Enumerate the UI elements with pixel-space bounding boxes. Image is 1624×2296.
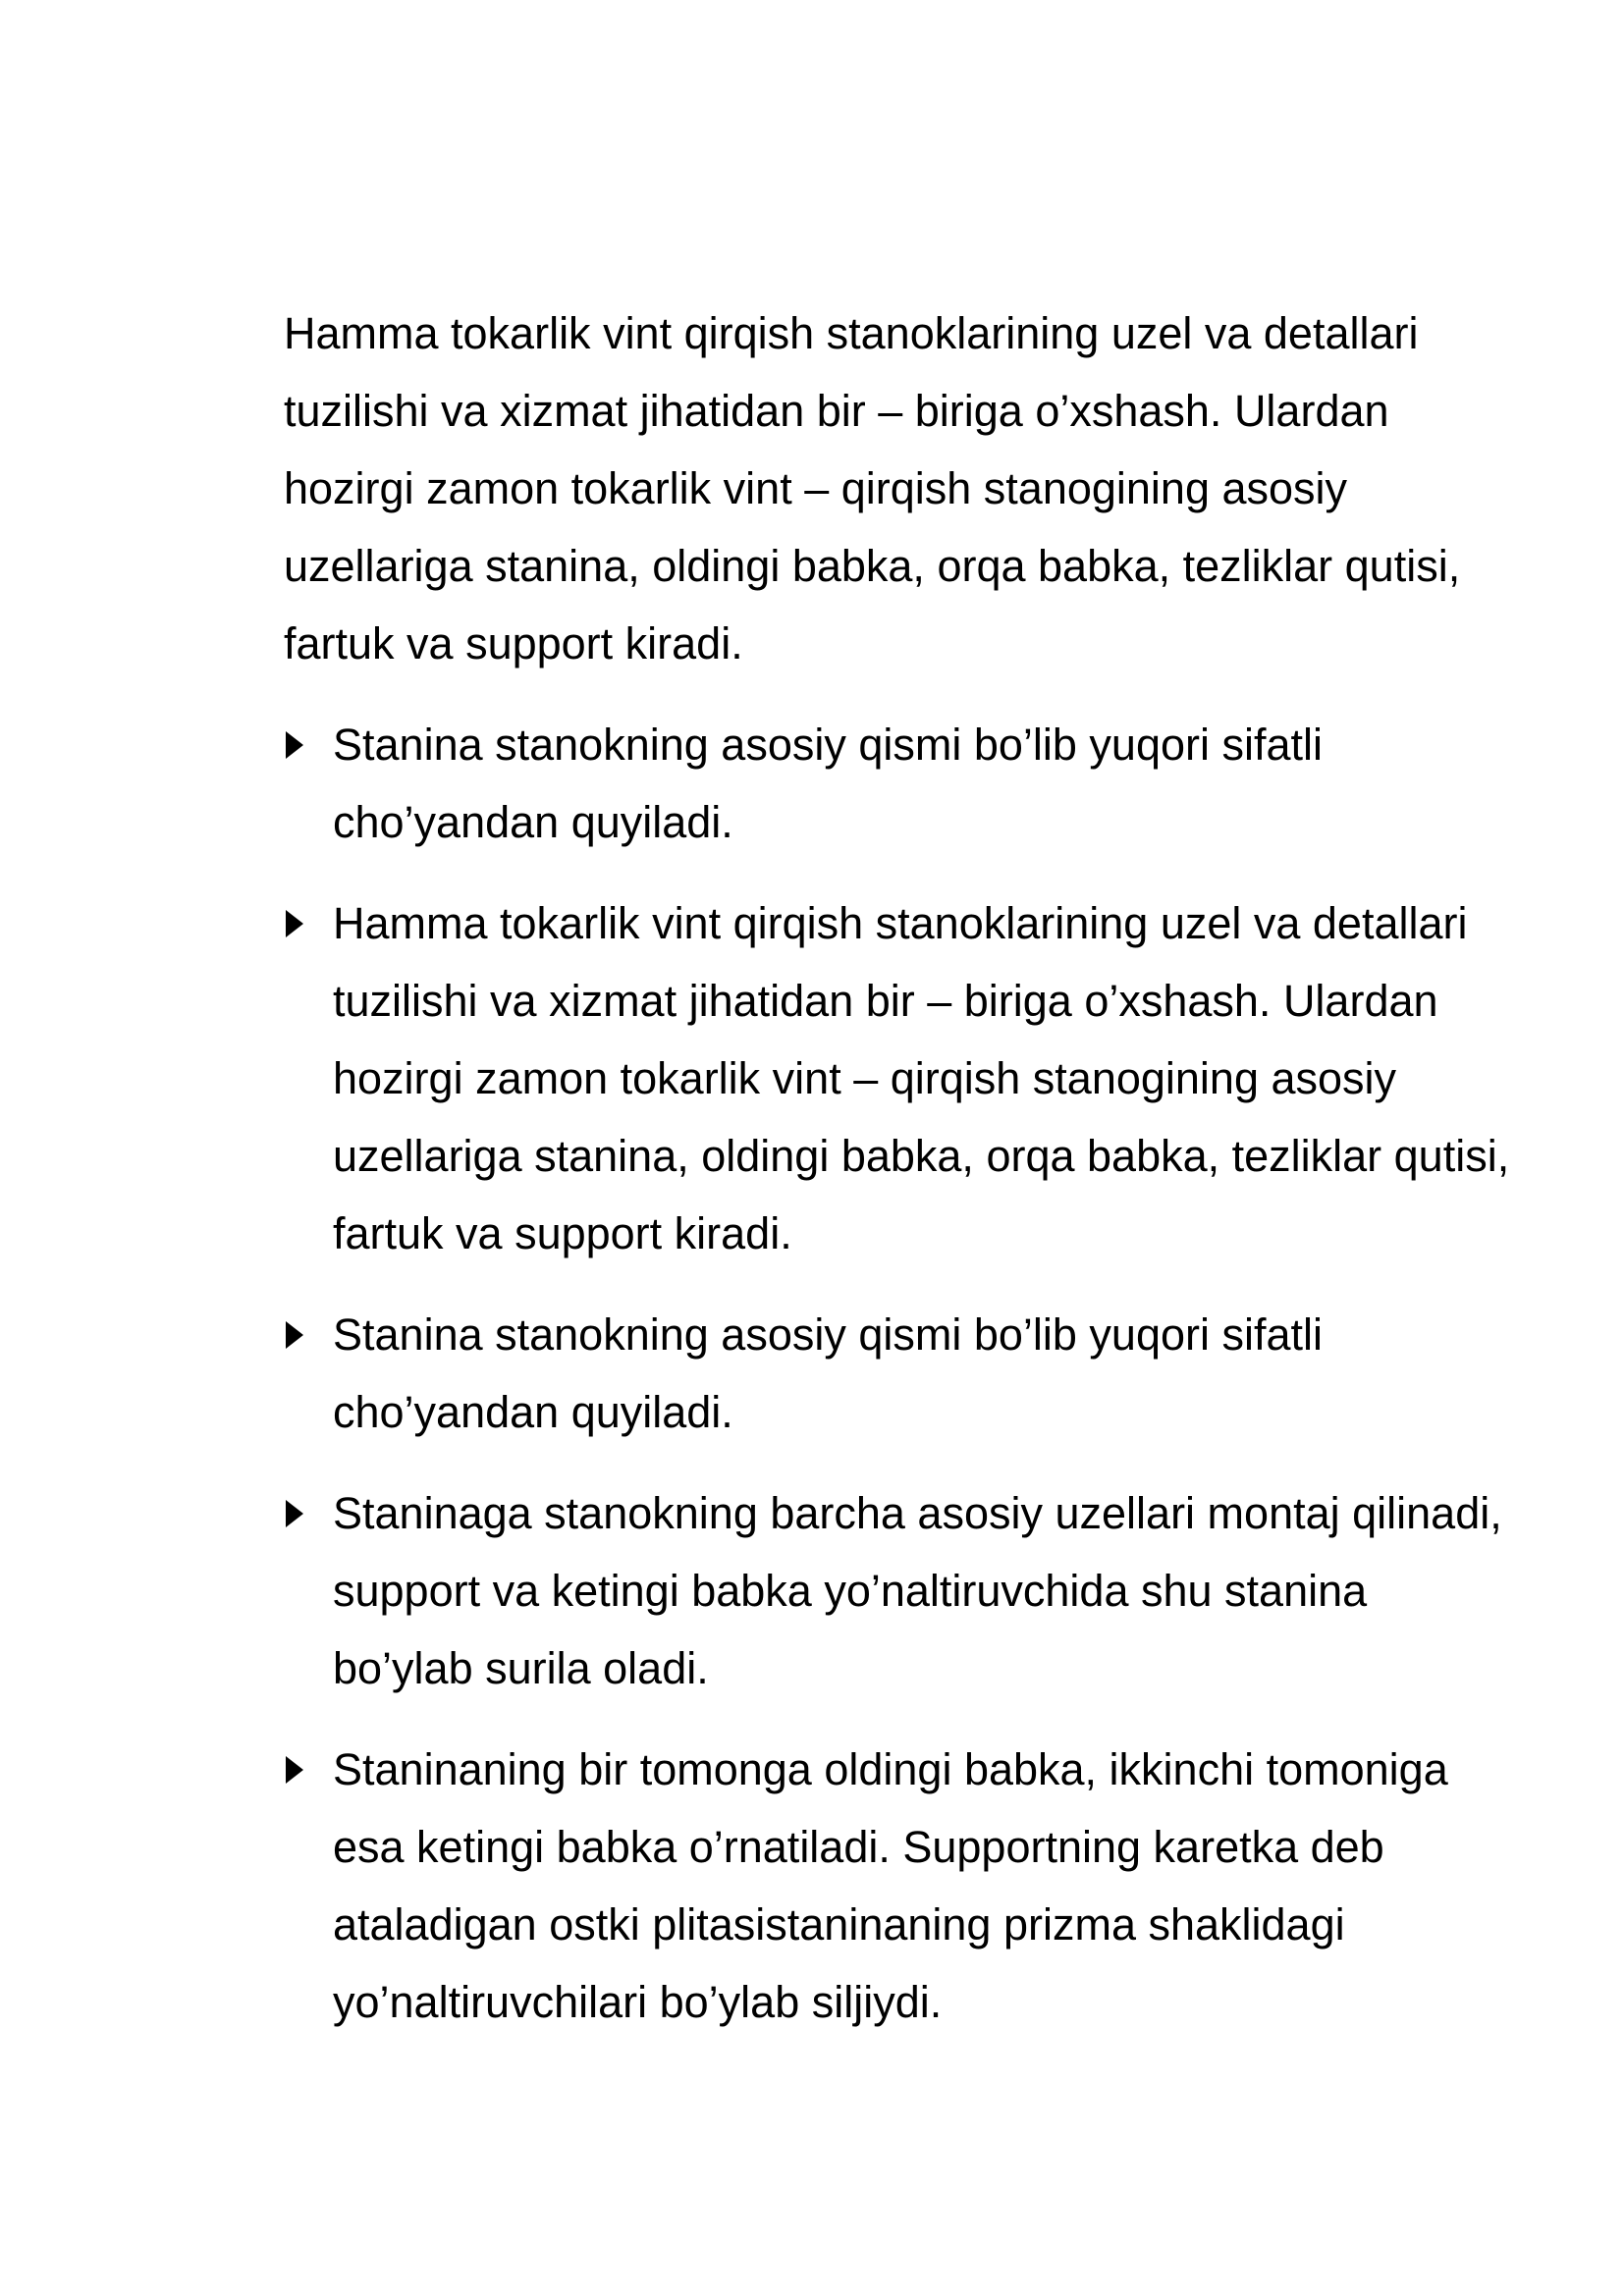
intro-paragraph: Hamma tokarlik vint qirqish stanoklarining uzel va detallari tuzilishi va xizmat jihatidan bir – biriga o’xshash. Ulardan hozirgi zamon tokarlik vint – qirqish stanogining asosiy uzellariga stanina, oldingi babka, orqa babka, tezliklar qutisi, fartuk va support kiradi. — [284, 308, 1461, 668]
triangle-right-icon — [286, 910, 303, 937]
list-item — [284, 706, 1511, 861]
triangle-right-icon — [286, 731, 303, 759]
list-item-text: Hamma tokarlik vint qirqish stanoklarining uzel va detallari tuzilishi va xizmat jihatidan bir – biriga o’xshash. Ulardan hozirgi zamon tokarlik vint – qirqish stanogining asosiy uzellariga stanina, oldingi babka, orqa babka, tezliklar qutisi, fartuk va support kiradi. — [333, 898, 1510, 1258]
list-item — [284, 1731, 1511, 2041]
list-item-text: Stanina stanokning asosiy qismi bo’lib yuqori sifatli cho’yandan quyiladi. — [333, 1309, 1324, 1437]
triangle-right-icon — [286, 1756, 303, 1784]
triangle-right-icon — [286, 1321, 303, 1349]
list-item-text: Stanina stanokning asosiy qismi bo’lib yuqori sifatli cho’yandan quyiladi. — [333, 720, 1324, 847]
bullet-list — [284, 706, 1511, 2041]
triangle-right-icon — [286, 1500, 303, 1527]
list-item-text: Staninaga stanokning barcha asosiy uzellari montaj qilinadi, support va ketingi babka yo’naltiruvchida shu stanina bo’ylab surila oladi. — [333, 1488, 1502, 1693]
list-item — [284, 1296, 1511, 1451]
list-item — [284, 1474, 1511, 1707]
document-body — [284, 294, 1511, 2064]
list-item — [284, 884, 1511, 1272]
list-item-text: Staninaning bir tomonga oldingi babka, ikkinchi tomoniga esa ketingi babka o’rnatiladi. Supportning karetka deb ataladigan ostki plitasistaninaning prizma shaklidagi yo’naltiruvchilari bo’ylab siljiydi. — [333, 1744, 1448, 2027]
